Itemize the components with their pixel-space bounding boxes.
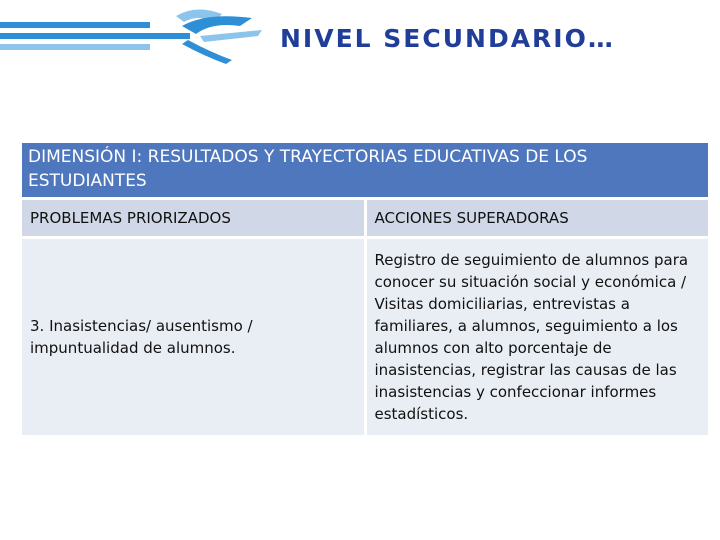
- action-cell: Registro de seguimiento de alumnos para conocer su situación social y económica / Visitas domiciliarias, entrevistas a familiares, a alumnos, seguimiento a los alumnos con alto porcentaje de inasistencias, registrar las causas de las inasistencias y confeccionar informes estadísticos.: [365, 238, 708, 436]
- logo-bar-bottom: [0, 44, 150, 50]
- column-header-actions: ACCIONES SUPERADORAS: [365, 199, 708, 238]
- logo-swoosh-lower: [182, 40, 232, 64]
- logo-swoosh-streak: [200, 30, 262, 42]
- dimension-table: [22, 143, 708, 435]
- column-header-row: [22, 199, 708, 238]
- problem-cell: 3. Inasistencias/ ausentismo / impuntualidad de alumnos.: [22, 238, 365, 436]
- logo-bar-top: [0, 22, 150, 28]
- page-title: NIVEL SECUNDARIO…: [280, 24, 615, 53]
- logo-swoosh-wing: [182, 16, 252, 34]
- logo-swoosh-icon: [0, 0, 300, 70]
- table-header-row: [22, 143, 708, 199]
- logo-bar-middle: [0, 33, 190, 39]
- dimension-header: DIMENSIÓN I: RESULTADOS Y TRAYECTORIAS EDUCATIVAS DE LOS ESTUDIANTES: [22, 143, 708, 199]
- column-header-problems: PROBLEMAS PRIORIZADOS: [22, 199, 365, 238]
- table-row: [22, 238, 708, 436]
